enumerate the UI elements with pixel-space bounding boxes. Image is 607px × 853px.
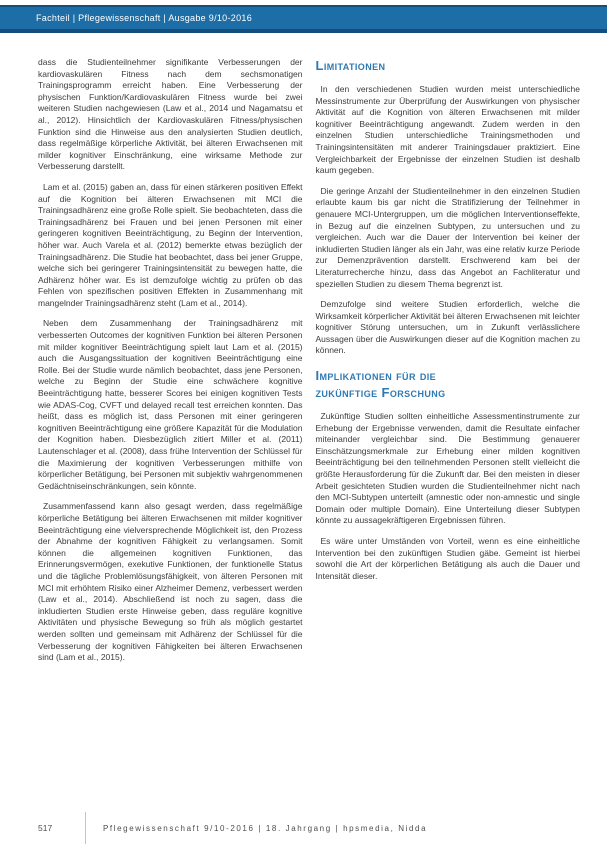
paragraph-continuation: dass die Studienteilnehmer signifikante Verbesserungen der kardiovaskulären Fitness nach dem sechsmonatigen Trainingsprogramm erreicht haben. Eine Verbesserung der physischen Funktion/Kardiovaskulären Fitness wurde bei zwei weiteren Studien nachgewiesen (Law et al., 2014 und Nagamatsu et al., 2012). Hinsichtlich der Kardiovaskulären Fitness/physischen Funktion sind die Hinweise aus den analysierten Studien deutlich, dass regelmäßige körperliche Aktivität, bei älteren Erwachsenen mit milder kognitiver Einschränkung, eine wirksame Methode zur Verbesserung darstellt. <box>38 57 303 172</box>
page-number: 517 <box>38 823 53 833</box>
paragraph: Es wäre unter Umständen von Vorteil, wenn es eine einheitliche Intervention bei den zukünftigen Studien gäbe. Gemeint ist hierbei sowohl die Art der körperlichen Betätigung als auch die Dauer und Intensität dieser. <box>315 536 580 581</box>
section-heading-implikationen: Implikationen für die zukünftige Forschung <box>315 368 446 401</box>
paragraph: Lam et al. (2015) gaben an, dass für einen stärkeren positiven Effekt auf die Kognition bei älteren Erwachsenen mit MCI die Trainingsadhärenz eine große Rolle spielt. Sie beobachteten, dass die Trainingsadhärenz bei Frauen und bei jenen Personen mit einer geringeren kognitiven Beeinträchtigung, zu Beginn der Intervention, höher war. Auch Varela et al. (2012) bemerkte etwas bezüglich der Trainingsadhärenz. Die Studie hat beobachtet, dass bei jener Gruppe, welche sich bei geringerer Trainingsintensität zu bewegen hatte, die Adhärenz höher war. Es ist demzufolge wichtig zu prüfen ob das Fehlen von spezifischen positiven Effekten in Zusammenhang mit mangelnder Trainingsadhärenz steht (Lam et al., 2014). <box>38 181 303 308</box>
paragraph: Neben dem Zusammenhang der Trainingsadhärenz mit verbesserten Outcomes der kognitiven Funktion bei älteren Personen mit milder kognitiver Beeinträchtigung spielt laut Lam et al. (2015) auch die Ausgangssituation der kognitiven Beeinträchtigung eine Rolle. Bei der Studie wurde nämlich beobachtet, dass jene Personen, welche zu Beginn der Studie eine schwächere kognitive Beeinträchtigung hatte, besserer Scores bei einigen kognitiven Tests wie ADAS-Cog, CVFT und delayed recall test erreichen konnten. Das heißt, dass es möglich ist, dass Personen mit einer geringeren kognitiven Beeinträchtigung eine größere Kapazität für die Modulation der Kognition haben. Diesbezüglich zitiert Miller et al. (2011) Lautenschlager et al. (2008), dass frühe Intervention der Schlüssel für die Maximierung der kognitiven Verbesserungen mithilfe von körperlicher Betätigung, bei Personen mit subjektiv wahrgenommenen Gedächtniseinschränkungen, sein könnte. <box>38 318 303 491</box>
paragraph: Zukünftige Studien sollten einheitliche Assessmentinstrumente zur Erhebung der Ergebnisse verwenden, damit die Resultate einfacher miteinander vergleichbar sind. Die Bestimmung genauerer Einschätzungsmerkmale zur Erhebung einer milden kognitiven Beeinträchtigung bei den teilnehmenden Personen stellt vielleicht die größte Herausforderung für die Zukunft dar. Bei den meisten in dieser Arbeit gesichteten Studien wurden die Studienteilnehmer nicht nach den MCI-Subtypen unterteilt (amnestic oder non-amnestic und single Domain oder multiple Domain). Eine Unterteilung dieser Subtypen könnte zu aussagekräftigeren Ergebnissen führen. <box>315 411 580 526</box>
paragraph: Zusammenfassend kann also gesagt werden, dass regelmäßige körperliche Betätigung bei älteren Erwachsenen mit milder kognitiver Beeinträchtigung eine vielversprechende Möglichkeit ist, den Prozess der Abnahme der kognitiven Fähigkeit zu verlangsamen. Somit können die allgemeinen kognitiven Funktionen, das Erinnerungsvermögen, exekutive Funktionen, der funktionelle Status und die tägliche Problemlösungsfähigkeit, von älteren Personen mit MCI mit erhöhtem Risiko einer Alzheimer Demenz, verbessert werden (Law et al., 2014). Abschließend ist noch zu sagen, dass die inkludierten Studien erste Hinweise geben, dass reguläre kognitive Aktivitäten und physische Bewegung so früh als möglich gestartet werden sollten und gemeinsam mit Adhärenz der Schlüssel für die Verbesserung der kognitiven Fähigkeiten bei älteren Erwachsenen sind (Lam et al., 2015). <box>38 501 303 663</box>
paragraph: In den verschiedenen Studien wurden meist unterschiedliche Messinstrumente zur Überprüfung der Auswirkungen von physischer Aktivität auf die Kognition von älteren Erwachsenen mit milder kognitiver Beeinträchtigung angewandt. Zudem werden in den einzelnen Studien unterschiedliche Trainingsmethoden und Trainingsintensitäten mit anderer Trainingsdauer praktiziert. Eine Vergleichbarkeit der Ergebnisse der einzelnen Studien ist deshalb kaum gegeben. <box>315 84 580 176</box>
paragraph: Die geringe Anzahl der Studienteilnehmer in den einzelnen Studien erlaubte kaum bis gar nicht die Stratifizierung der Teilnehmer in genauere MCI-Untergruppen, um die möglichen Interventionseffekte, in Bezug auf die einzelnen Subtypen, zu untersuchen und zu vergleichen. Auch war die Dauer der Intervention bei keiner der inkludierten Studien länger als ein Jahr, was eine relativ kurze Periode zur Demenzprävention darstellt. Erschwerend kam bei der Literaturrecherche hinzu, dass das Angebot an Fachliteratur und speziellen Studien zu diesem Thema begrenzt ist. <box>315 185 580 289</box>
journal-imprint: Pflegewissenschaft 9/10-2016 | 18. Jahrgang | hpsmedia, Nidda <box>103 823 428 833</box>
paragraph: Demzufolge sind weitere Studien erforderlich, welche die Wirksamkeit körperlicher Aktivität bei älteren Erwachsenen mit leichter kognitiver Störung untersuchen, um in Zukunft verlässlichere Aussagen über die Auswirkungen dieser auf die Kognition machen zu können. <box>315 299 580 356</box>
footer-divider <box>85 812 86 844</box>
page-content <box>38 57 580 673</box>
section-heading-limitationen: Limitationen <box>315 58 386 73</box>
page-footer <box>38 811 427 845</box>
right-column <box>316 57 581 673</box>
header-bar-text: Fachteil | Pflegewissenschaft | Ausgabe 9/10-2016 <box>36 13 252 23</box>
header-bar <box>0 5 607 33</box>
left-column <box>38 57 303 673</box>
